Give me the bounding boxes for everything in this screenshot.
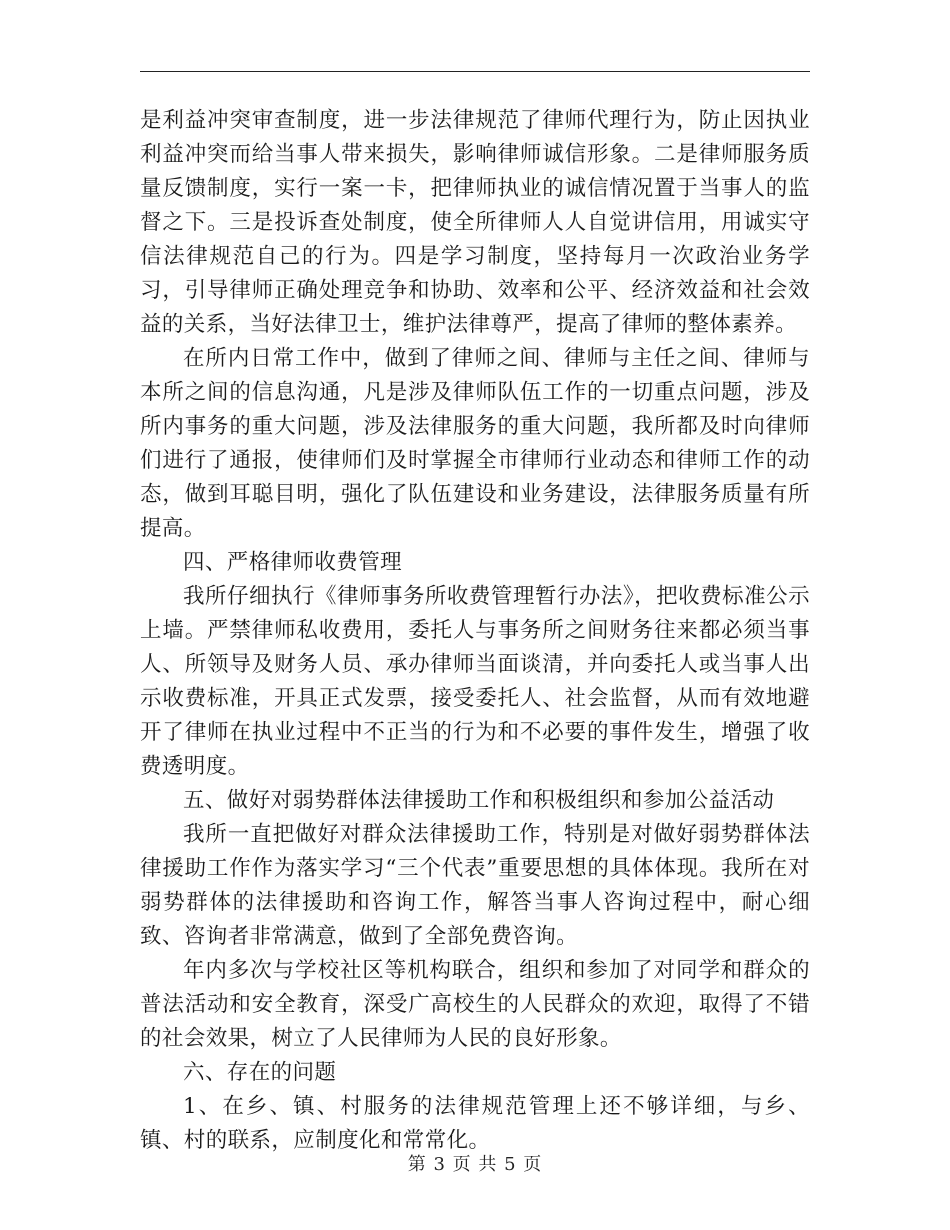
paragraph-conflict-review: 是利益冲突审查制度，进一步法律规范了律师代理行为，防止因执业利益冲突而给当事人带来损失，影响律师诚信形象。二是律师服务质量反馈制度，实行一案一卡，把律师执业的诚信情况置于当事人的监督之下。三是投诉查处制度，使全所律师人人自觉讲信用，用诚实守信法律规范自己的行为。四是学习制度，坚持每月一次政治业务学习，引导律师正确处理竞争和协助、效率和公平、经济效益和社会效益的关系，当好法律卫士，维护法律尊严，提高了律师的整体素养。 <box>140 108 810 337</box>
document-body <box>140 104 810 1158</box>
header-rule <box>140 71 810 72</box>
paragraph-public-welfare: 年内多次与学校社区等机构联合，组织和参加了对同学和群众的普法活动和安全教育，深受广高校生的人民群众的欢迎，取得了不错的社会效果，树立了人民律师为人民的良好形象。 <box>140 958 810 1051</box>
paragraph-legal-aid: 我所一直把做好对群众法律援助工作，特别是对做好弱势群体法律援助工作作为落实学习“三个代表”重要思想的具体体现。我所在对弱势群体的法律援助和咨询工作，解答当事人咨询过程中，耐心细致、咨询者非常满意，做到了全部免费咨询。 <box>140 822 810 949</box>
section-heading-problems: 六、存在的问题 <box>183 1060 337 1085</box>
paragraph-daily-work: 在所内日常工作中，做到了律师之间、律师与主任之间、律师与本所之间的信息沟通，凡是涉及律师队伍工作的一切重点问题，涉及所内事务的重大问题，涉及法律服务的重大问题，我所都及时向律师们进行了通报，使律师们及时掌握全市律师行业动态和律师工作的动态，做到耳聪目明，强化了队伍建设和业务建设，法律服务质量有所提高。 <box>140 346 810 541</box>
page-number: 第 3 页 共 5 页 <box>407 1154 543 1175</box>
section-heading-legal-aid: 五、做好对弱势群体法律援助工作和积极组织和参加公益活动 <box>183 788 775 813</box>
paragraph-problem-1: 1、在乡、镇、村服务的法律规范管理上还不够详细，与乡、镇、村的联系，应制度化和常常化。 <box>140 1094 810 1153</box>
section-heading-fees: 四、严格律师收费管理 <box>183 550 403 575</box>
paragraph-fees: 我所仔细执行《律师事务所收费管理暂行办法》，把收费标准公示上墙。严禁律师私收费用，委托人与事务所之间财务往来都必须当事人、所领导及财务人员、承办律师当面谈清，并向委托人或当事人出示收费标准，开具正式发票，接受委托人、社会监督，从而有效地避开了律师在执业过程中不正当的行为和不必要的事件发生，增强了收费透明度。 <box>140 584 810 779</box>
